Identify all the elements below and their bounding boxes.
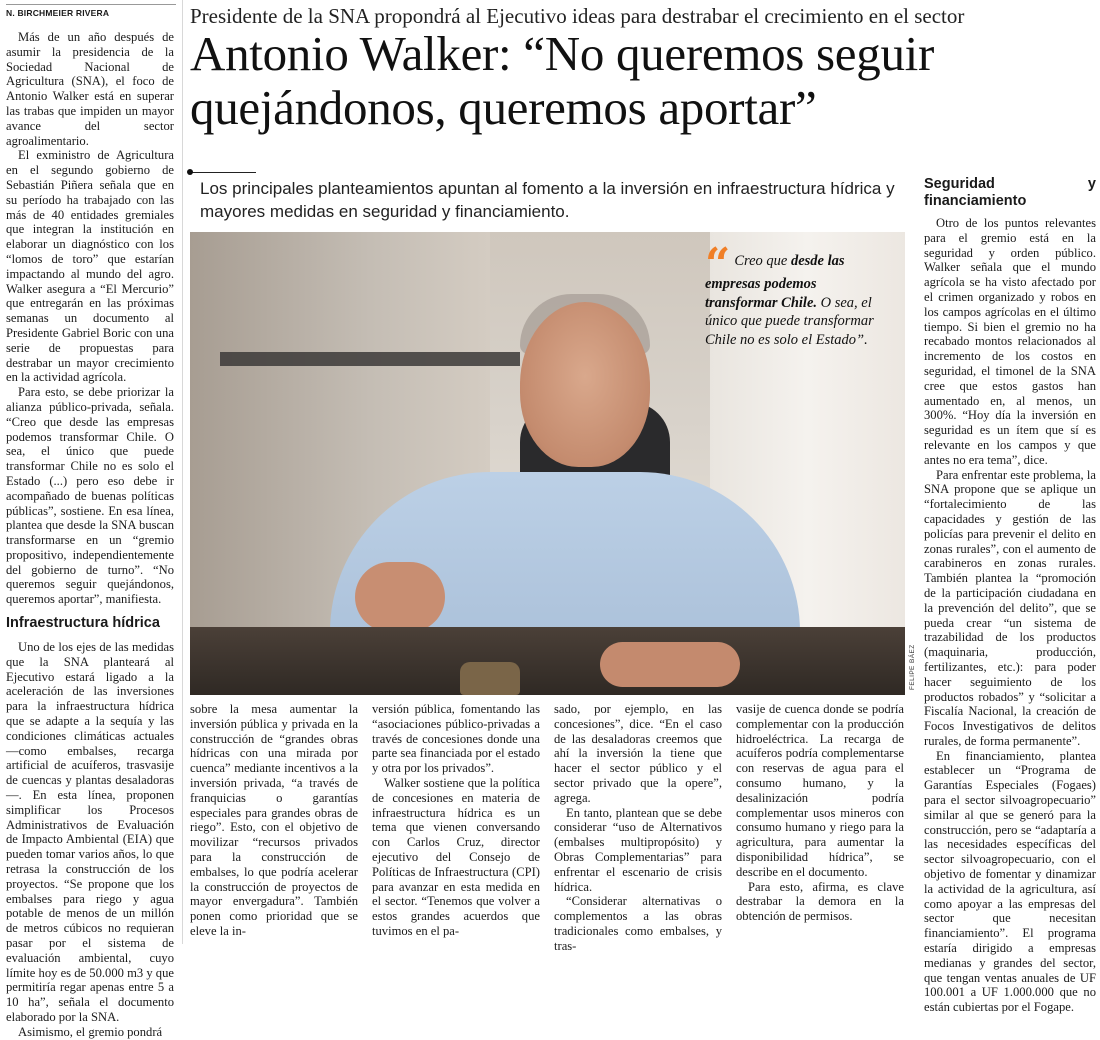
paragraph: En financiamiento, plantea establecer un “Programa de Garantías Especiales (Fogaes) para el sector silvoagropecuario” similar al que se generó para la construcción, pero se “adaptaría a las necesidades específicas del sector silvoagropecuario, con el objetivo de fomentar y dinamizar la actividad de la agricultura, así como apoyar a las empresas del sector que necesitan financiamiento”. El programa estaría dirigido a empresas medianas y grandes del sector, que tengan ventas anuales de UF 100.001 a UF 1.000.000 que no están cubiertas por el Fogape. <box>924 748 1096 1015</box>
paragraph: versión pública, fomentando las “asociaciones público-privadas a través de concesiones donde una parte sea financiada por el estado y otra por los privados”. <box>372 702 540 776</box>
paragraph: Para enfrentar este problema, la SNA propone que se aplique un “fortalecimiento de las capacidades y gestión de las policías para prevenir el delito en zonas rurales”, con el aumento de carabineros en zonas rurales. También plantea la “promoción de la participación ciudadana en la prevención del delito”, que se pueda crear “un sistema de trazabilidad de los productos (maquinaria, producción, fertilizantes, etc.): para poder hacer seguimiento de los productos robados” y “solicitar a Fiscalía Nacional, la creación de Focos Investigativos de delitos rurales, de forma permanente”. <box>924 467 1096 748</box>
pull-quote-post: O sea, el único que puede transformar Chile no es solo el Estado”. <box>705 294 874 348</box>
byline: N. BIRCHMEIER RIVERA <box>6 4 176 18</box>
column-5 <box>736 702 904 940</box>
pull-quote <box>705 239 885 349</box>
paragraph: Para esto, afirma, es clave destrabar la demora en la obtención de permisos. <box>736 879 904 924</box>
photo-credit: FELIPE BÁEZ <box>909 644 916 690</box>
headline-rule-dot <box>187 169 193 175</box>
paragraph: “Considerar alternativas o complementos a las obras tradicionales como embalses, y tras- <box>554 894 722 953</box>
paragraph: sobre la mesa aumentar la inversión pública y privada en la construcción de “grandes obras hídricas con una mirada por cuenca” mediante incentivos a la inversión privada, “a través de franquicias o garantías especiales para grandes obras de riego”. Esto, con el objetivo de movilizar “recursos privados para la construcción de embalses, lo que podría acelerar la construcción de proyectos de mayor envergadura”. También ponen como prioridad que se eleve la in- <box>190 702 358 938</box>
headline: Antonio Walker: “No queremos seguir quejándonos, queremos aportar” <box>190 26 934 135</box>
column-divider <box>182 0 183 944</box>
quote-icon: “ <box>705 239 731 290</box>
photo-table <box>190 627 905 695</box>
paragraph: Otro de los puntos relevantes para el gremio está en la seguridad y orden público. Walker señala que el mundo agrícola se ha visto afectado por el crimen organizado y robos en los campos agrícolas en el último tiempo. Si bien el gremio no ha recabado montos relacionados al incremento de los costos en seguridad, el timonel de la SNA cree que estos gastos han aumentado en, al menos, un 300%. “Hoy día la inversión en seguridad es un ítem que sí es relevante en los campos y que antes no era tema”, dice. <box>924 216 1096 467</box>
photo <box>190 232 905 695</box>
paragraph: En tanto, plantean que se debe considerar “uso de Alternativos (embalses multipropósito) y Obras Complementarias” para enfrentar el escenario de crisis hídrica. <box>554 805 722 894</box>
deck: Los principales planteamientos apuntan al fomento a la inversión en infraestructura hídrica y mayores medidas en seguridad y financiamiento. <box>200 179 895 221</box>
photo-person-hand <box>600 642 740 687</box>
column-3 <box>372 702 540 940</box>
paragraph: Walker sostiene que la política de concesiones en materia de infraestructura hídrica es un tema que vienen conversando con Carlos Cruz, director ejecutivo del Consejo de Políticas de Infraestructura (CPI) para avanzar en esta medida en el sector. “Tenemos que volver a estos grandes acuerdos que tuvimos en el pa- <box>372 775 540 938</box>
kicker: Presidente de la SNA propondrá al Ejecutivo ideas para destrabar el crecimiento en el sector <box>190 4 965 28</box>
paragraph: Asimismo, el gremio pondrá <box>18 1024 163 1039</box>
photo-blind <box>220 352 520 366</box>
photo-person-head <box>520 302 650 467</box>
paragraph: sado, por ejemplo, en las concesiones”, dice. “En el caso de las desaladoras creemos que ahí la inversión la tiene que hacer el sector público y el sector privado que la opere”, agrega. <box>554 702 722 805</box>
column-1 <box>6 30 174 1039</box>
column-6 <box>924 172 1096 1015</box>
column-4 <box>554 702 722 953</box>
pull-quote-bold: desde las empresas podemos transformar Chile. <box>705 253 845 311</box>
photo-person-hand <box>355 562 445 632</box>
paragraph: Para esto, se debe priorizar la alianza público-privada, señala. “Creo que desde las empresas podemos transformar Chile. O sea, el único que puede transformar Chile no es solo el Estado (...) pero eso debe ir acompañado de buenas políticas públicas”, sostiene. En esa línea, plantea que desde la SNA buscan transformarse en un “gremio propositivo, independientemente del gobierno de turno”. “No queremos seguir quejándonos, queremos aportar”, manifiesta. <box>6 385 174 607</box>
paragraph: El exministro de Agricultura en el segundo gobierno de Sebastián Piñera señala que en su período ha trabajado con las más de 40 entidades gremiales que integran la institución en elaborar un diagnóstico con los “lomos de toro” que estarían impactando al mundo del agro. Walker asegura a “El Mercurio” que entregarán en las próximas semanas un documento al Presidente Gabriel Boric con una serie de propuestas para destrabar un mayor crecimiento en la actividad agrícola. <box>6 148 174 385</box>
section-heading: Seguridad y financiamiento <box>924 176 1096 209</box>
paragraph: Más de un año después de asumir la presidencia de la Sociedad Nacional de Agricultura (SNA), el foco de Antonio Walker está en superar las trabas que impiden un mayor avance del sector agroalimentario. <box>6 30 174 148</box>
pull-quote-pre: Creo que <box>734 253 791 269</box>
column-2 <box>190 702 358 940</box>
headline-rule <box>190 172 256 173</box>
paragraph: vasije de cuenca donde se podría complementar con la producción hidroeléctrica. La recarga de acuíferos podría complementarse con reservas de agua para el consumo humano, y la desalinización podría complementar usos mineros con consumo humano y riego para la agricultura, para aumentar la disponibilidad hídrica”, se describe en el documento. <box>736 702 904 879</box>
paragraph: Uno de los ejes de las medidas que la SNA planteará al Ejecutivo estará ligado a la aceleración de las inversiones para la infraestructura hídrica que se adapte a la sequía y las condiciones climáticas actuales —como embalses, recarga artificial de acuíferos, trasvasije de cuencas y plantas desaladoras—. En esta línea, proponen simplificar los Procesos Administrativos de Evaluación de Impacto Ambiental (EIA) que pueden tomar varios años, lo que retrasa la construcción de los proyectos. “Se propone que los embalses para riego y agua potable de menos de un millón de metros cúbicos no requieran pasar por el sistema de evaluación ambiental, cuyo límite hoy es de 50.000 m3 y que permitiría regar apenas entre 5 a 10 ha”, señala el documento elaborado por la SNA. <box>6 640 174 1024</box>
photo-object <box>460 662 520 695</box>
section-heading: Infraestructura hídrica <box>6 615 160 632</box>
